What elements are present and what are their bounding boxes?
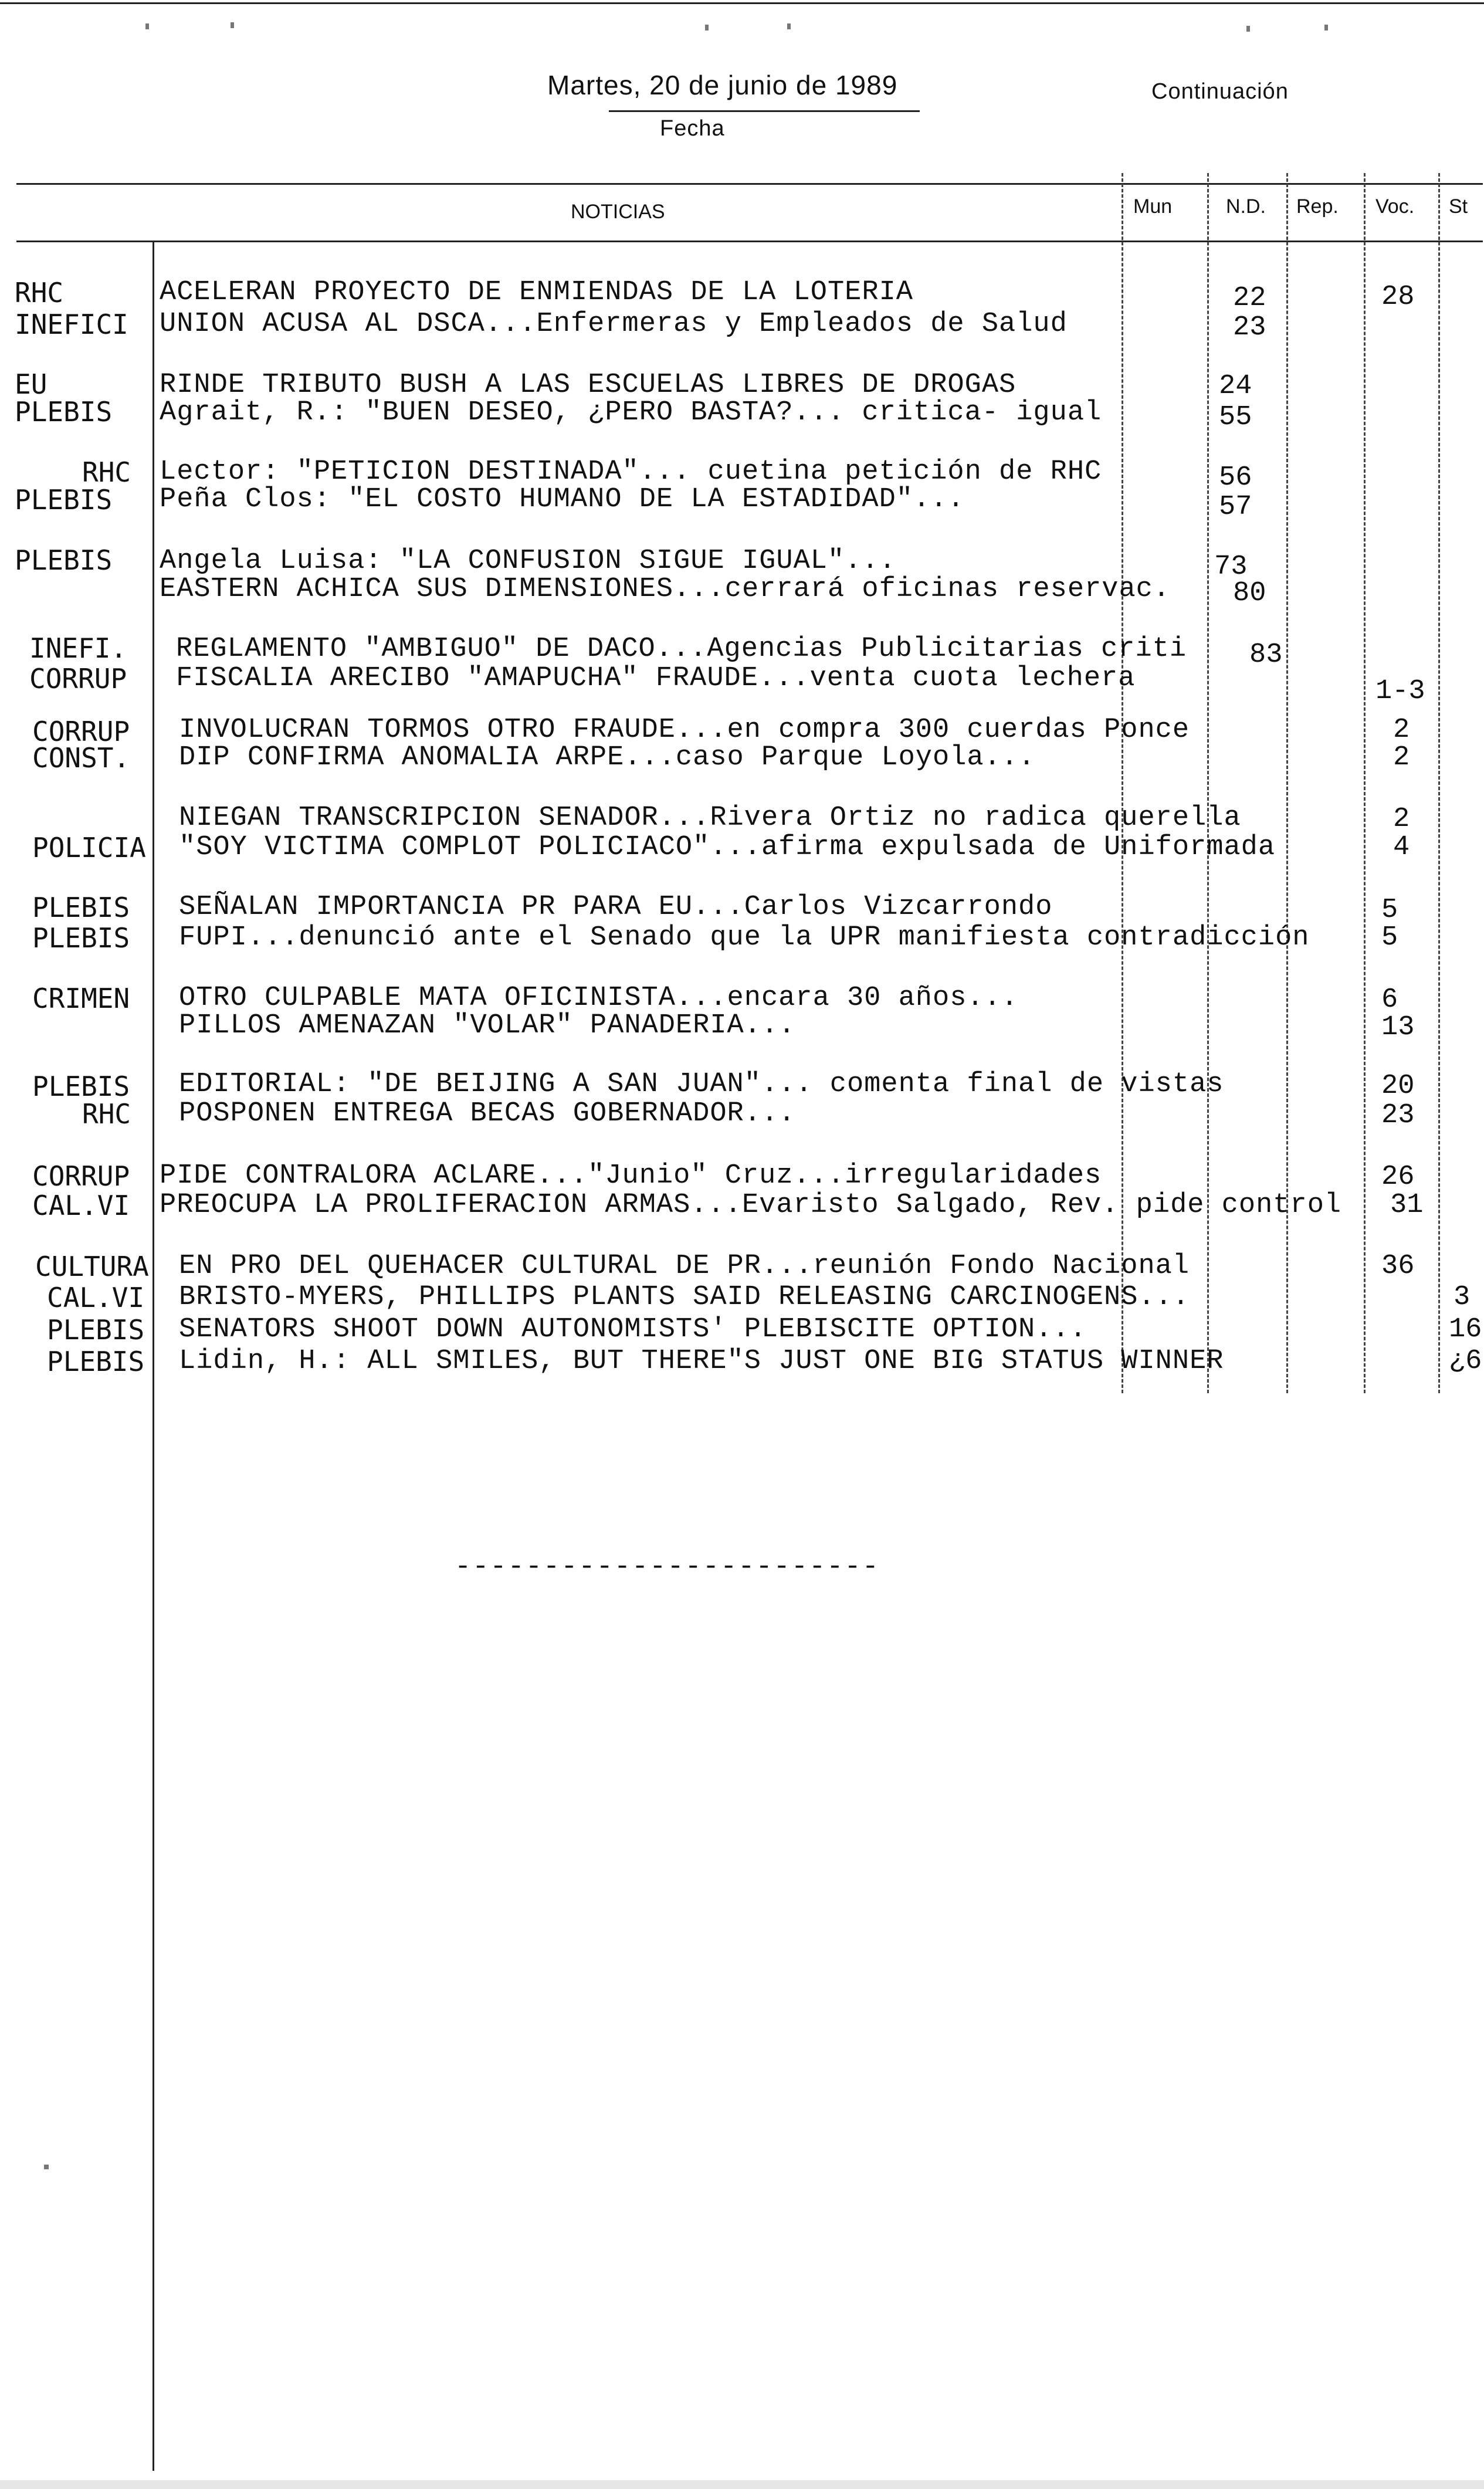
scan-speck xyxy=(1324,25,1328,31)
row-category: CORRUP xyxy=(32,1160,130,1192)
row-category: PLEBIS xyxy=(15,544,113,576)
row-category: CRIMEN xyxy=(32,983,130,1014)
row-headline: Lidin, H.: ALL SMILES, BUT THERE"S JUST ONE BIG STATUS WINNER xyxy=(179,1346,1224,1377)
row-nd-page: 55 xyxy=(1219,402,1252,433)
row-voc-page: 31 xyxy=(1390,1190,1424,1221)
row-category: PLEBIS xyxy=(15,484,113,516)
report-date: Martes, 20 de junio de 1989 xyxy=(547,70,898,100)
row-category: CORRUP xyxy=(32,716,130,747)
scan-speck xyxy=(705,25,709,31)
row-category: PLEBIS xyxy=(32,1071,130,1102)
row-headline: Agrait, R.: "BUEN DESEO, ¿PERO BASTA?... critica- igual xyxy=(160,397,1102,428)
row-st-page: ¿6 xyxy=(1449,1346,1482,1377)
row-st-page: 16 xyxy=(1449,1314,1482,1345)
row-voc-page: 1-3 xyxy=(1375,676,1425,707)
date-underline xyxy=(609,110,920,112)
row-category: RHC xyxy=(15,277,64,309)
row-headline: ACELERAN PROYECTO DE ENMIENDAS DE LA LOTERIA xyxy=(160,277,914,308)
continuation-label: Continuación xyxy=(1151,79,1289,104)
column-header-noticias: NOTICIAS xyxy=(571,201,665,223)
row-category: INEFICI xyxy=(15,309,128,340)
column-header-rep: Rep. xyxy=(1296,195,1339,218)
row-voc-page: 20 xyxy=(1381,1071,1415,1102)
scan-speck xyxy=(44,2165,49,2169)
scan-bottom-edge xyxy=(0,2480,1484,2489)
st-column-rule xyxy=(1438,173,1440,1393)
row-headline: PREOCUPA LA PROLIFERACION ARMAS...Evaristo Salgado, Rev. pide control xyxy=(160,1190,1342,1221)
row-nd-page: 56 xyxy=(1219,462,1252,493)
row-headline: PILLOS AMENAZAN "VOLAR" PANADERIA... xyxy=(179,1010,796,1041)
row-headline: REGLAMENTO "AMBIGUO" DE DACO...Agencias Publicitarias criti xyxy=(176,634,1187,665)
row-nd-page: 22 xyxy=(1233,283,1266,314)
row-nd-page: 57 xyxy=(1219,492,1252,523)
top-rule xyxy=(0,2,1484,4)
row-category: PLEBIS xyxy=(47,1346,145,1377)
row-headline: FISCALIA ARECIBO "AMAPUCHA" FRAUDE...venta cuota lechera xyxy=(176,663,1136,694)
row-category: RHC xyxy=(82,456,131,488)
row-category: CAL.VI xyxy=(32,1190,130,1221)
row-headline: BRISTO-MYERS, PHILLIPS PLANTS SAID RELEASING CARCINOGENS... xyxy=(179,1282,1190,1313)
row-headline: POSPONEN ENTREGA BECAS GOBERNADOR... xyxy=(179,1098,796,1129)
row-category: PLEBIS xyxy=(32,922,130,954)
row-category: CULTURA xyxy=(35,1251,149,1282)
row-headline: Angela Luisa: "LA CONFUSION SIGUE IGUAL"... xyxy=(160,546,896,577)
voc-column-rule xyxy=(1364,173,1366,1393)
row-headline: EASTERN ACHICA SUS DIMENSIONES...cerrará oficinas reservac. xyxy=(160,574,1171,605)
row-voc-page: 2 xyxy=(1393,714,1410,746)
row-headline: NIEGAN TRANSCRIPCION SENADOR...Rivera Ortiz no radica querella xyxy=(179,802,1241,834)
row-voc-page: 2 xyxy=(1393,742,1410,773)
row-voc-page: 6 xyxy=(1381,984,1398,1015)
row-headline: EN PRO DEL QUEHACER CULTURAL DE PR...reunión Fondo Nacional xyxy=(179,1251,1190,1282)
row-headline: Lector: "PETICION DESTINADA"... cuetina petición de RHC xyxy=(160,456,1102,487)
row-st-page: 3 xyxy=(1453,1282,1471,1313)
row-nd-page: 83 xyxy=(1249,639,1283,670)
row-nd-page: 23 xyxy=(1233,312,1266,343)
scan-speck xyxy=(787,23,791,29)
column-header-st: St xyxy=(1449,195,1468,218)
row-voc-page: 23 xyxy=(1381,1100,1415,1131)
end-separator: ------------------------ xyxy=(455,1552,880,1583)
table-header-bottom-rule xyxy=(16,241,1483,242)
scan-speck xyxy=(231,22,234,28)
row-headline: INVOLUCRAN TORMOS OTRO FRAUDE...en compra 300 cuerdas Ponce xyxy=(179,714,1190,746)
row-voc-page: 5 xyxy=(1381,895,1398,926)
row-headline: UNION ACUSA AL DSCA...Enfermeras y Empleados de Salud xyxy=(160,309,1068,340)
row-nd-page: 73 xyxy=(1214,551,1248,583)
row-headline: SEÑALAN IMPORTANCIA PR PARA EU...Carlos Vizcarrondo xyxy=(179,892,1053,923)
row-headline: "SOY VICTIMA COMPLOT POLICIACO"...afirma expulsada de Uniformada xyxy=(179,832,1276,863)
row-nd-page: 80 xyxy=(1233,578,1266,609)
row-headline: PIDE CONTRALORA ACLARE..."Junio" Cruz...irregularidades xyxy=(160,1160,1102,1191)
row-headline: FUPI...denunció ante el Senado que la UPR manifiesta contradicción xyxy=(179,922,1310,953)
row-category: PLEBIS xyxy=(15,396,113,428)
row-category: INEFI. xyxy=(29,632,127,664)
scan-speck xyxy=(145,23,149,29)
row-headline: Peña Clos: "EL COSTO HUMANO DE LA ESTADIDAD"... xyxy=(160,484,965,515)
row-category: POLICIA xyxy=(32,832,146,863)
row-voc-page: 4 xyxy=(1393,832,1410,863)
column-header-voc: Voc. xyxy=(1375,195,1415,218)
row-category: EU xyxy=(15,368,48,400)
date-label: Fecha xyxy=(660,116,725,141)
row-category: RHC xyxy=(82,1098,131,1130)
scan-speck xyxy=(1246,26,1250,32)
column-header-nd: N.D. xyxy=(1226,195,1266,218)
row-voc-page: 2 xyxy=(1393,804,1410,835)
row-voc-page: 13 xyxy=(1381,1012,1415,1043)
row-category: CONST. xyxy=(32,742,130,774)
row-voc-page: 26 xyxy=(1381,1161,1415,1193)
row-voc-page: 36 xyxy=(1381,1251,1415,1282)
row-voc-page: 5 xyxy=(1381,922,1398,953)
category-column-rule xyxy=(153,242,154,2471)
row-category: CORRUP xyxy=(29,663,127,695)
row-nd-page: 24 xyxy=(1219,371,1252,402)
row-category: PLEBIS xyxy=(47,1314,145,1346)
row-category: PLEBIS xyxy=(32,892,130,923)
row-headline: OTRO CULPABLE MATA OFICINISTA...encara 30 años... xyxy=(179,983,1019,1014)
row-headline: SENATORS SHOOT DOWN AUTONOMISTS' PLEBISCITE OPTION... xyxy=(179,1314,1087,1345)
column-header-mun: Mun xyxy=(1133,195,1173,218)
row-headline: EDITORIAL: "DE BEIJING A SAN JUAN"... comenta final de vistas xyxy=(179,1069,1224,1100)
row-category: CAL.VI xyxy=(47,1282,145,1313)
row-headline: DIP CONFIRMA ANOMALIA ARPE...caso Parque Loyola... xyxy=(179,742,1036,773)
table-header-top-rule xyxy=(16,183,1483,185)
row-headline: RINDE TRIBUTO BUSH A LAS ESCUELAS LIBRES DE DROGAS xyxy=(160,370,1017,401)
row-voc-page: 28 xyxy=(1381,282,1415,313)
